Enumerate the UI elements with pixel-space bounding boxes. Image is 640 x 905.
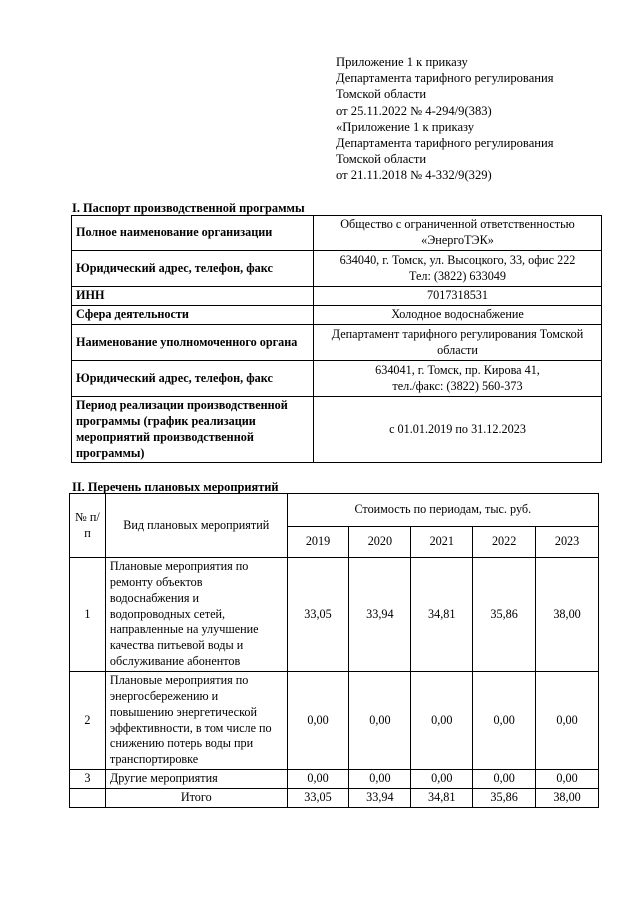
table-row xyxy=(70,672,599,770)
cost-cell: 0,00 xyxy=(349,672,411,770)
row-number: 3 xyxy=(70,770,106,789)
year-header: 2021 xyxy=(411,527,473,558)
measure-name: Плановые мероприятия по ремонту объектов водоснабжения и водопроводных сетей, направленные на улучшение качества питьевой воды и обслуживание абонентов xyxy=(105,558,287,672)
total-cell: 34,81 xyxy=(411,789,473,808)
cost-cell: 0,00 xyxy=(411,770,473,789)
passport-label: Полное наименование организации xyxy=(72,216,314,251)
total-cell: 35,86 xyxy=(473,789,536,808)
value-line: 634040, г. Томск, ул. Высоцкого, 33, офис 222 xyxy=(339,252,576,267)
table-header-row xyxy=(70,494,599,527)
value-line: Департамент тарифного регулирования Томской xyxy=(331,326,584,341)
passport-label: Период реализации производственной программы (график реализации мероприятий производственной программы) xyxy=(72,397,314,463)
measure-name: Плановые мероприятия по энергосбережению и повышению энергетической эффективности, в том числе по снижению потерь воды при транспортировке xyxy=(105,672,287,770)
passport-label: Сфера деятельности xyxy=(72,306,314,325)
value-line: Общество с ограниченной ответственностью xyxy=(340,217,575,232)
table-row xyxy=(72,251,602,287)
header-line: Приложение 1 к приказу xyxy=(336,55,468,69)
passport-value: с 01.01.2019 по 31.12.2023 xyxy=(314,397,602,463)
passport-value xyxy=(314,251,602,287)
cost-cell: 0,00 xyxy=(536,672,599,770)
cost-cell: 0,00 xyxy=(536,770,599,789)
column-header-cost: Стоимость по периодам, тыс. руб. xyxy=(287,494,598,527)
year-header: 2023 xyxy=(536,527,599,558)
row-number: 1 xyxy=(70,558,106,672)
header-line: «Приложение 1 к приказу xyxy=(336,119,475,134)
table-row xyxy=(70,770,599,789)
measure-name: Другие мероприятия xyxy=(105,770,287,789)
planned-measures-table xyxy=(69,493,599,808)
table-row xyxy=(72,397,602,463)
total-label: Итого xyxy=(105,789,287,808)
header-line: Томской области xyxy=(336,87,427,102)
passport-value: Холодное водоснабжение xyxy=(314,306,602,325)
table-row xyxy=(72,287,602,306)
passport-value xyxy=(314,325,602,361)
table-row xyxy=(72,306,602,325)
value-line: Тел: (3822) 633049 xyxy=(408,268,506,283)
cost-cell: 38,00 xyxy=(536,558,599,672)
passport-label: Юридический адрес, телефон, факс xyxy=(72,251,314,287)
total-cell: 33,94 xyxy=(349,789,411,808)
header-line: от 21.11.2018 № 4-332/9(329) xyxy=(336,168,492,183)
total-row xyxy=(70,789,599,808)
value-line: области xyxy=(437,342,478,357)
cost-cell: 0,00 xyxy=(287,672,349,770)
cost-cell: 33,05 xyxy=(287,558,349,672)
cost-cell: 0,00 xyxy=(349,770,411,789)
passport-value xyxy=(314,216,602,251)
cost-cell: 0,00 xyxy=(473,770,536,789)
header-line: Департамента тарифного регулирования xyxy=(336,71,554,86)
header-line: от 25.11.2022 № 4-294/9(383) xyxy=(336,103,492,118)
year-header: 2022 xyxy=(473,527,536,558)
value-line: 634041, г. Томск, пр. Кирова 41, xyxy=(375,362,540,377)
section-passport-title: I. Паспорт производственной программы xyxy=(72,201,305,215)
cost-cell: 0,00 xyxy=(473,672,536,770)
passport-table xyxy=(71,215,602,463)
cost-cell: 35,86 xyxy=(473,558,536,672)
cost-cell: 33,94 xyxy=(349,558,411,672)
cost-cell: 34,81 xyxy=(411,558,473,672)
passport-label: Наименование уполномоченного органа xyxy=(72,325,314,361)
empty-cell xyxy=(70,789,106,808)
passport-label: ИНН xyxy=(72,287,314,306)
total-cell: 38,00 xyxy=(536,789,599,808)
table-row xyxy=(72,216,602,251)
table-row xyxy=(72,325,602,361)
column-header-type: Вид плановых мероприятий xyxy=(105,494,287,558)
table-row xyxy=(72,361,602,397)
passport-value xyxy=(314,361,602,397)
year-header: 2020 xyxy=(349,527,411,558)
table-row xyxy=(70,558,599,672)
cost-cell: 0,00 xyxy=(411,672,473,770)
total-cell: 33,05 xyxy=(287,789,349,808)
order-appendix-header xyxy=(336,54,626,184)
passport-value: 7017318531 xyxy=(314,287,602,306)
value-line: «ЭнергоТЭК» xyxy=(421,233,494,247)
year-header: 2019 xyxy=(287,527,349,558)
cost-cell: 0,00 xyxy=(287,770,349,789)
passport-label: Юридический адрес, телефон, факс xyxy=(72,361,314,397)
header-line: Департамента тарифного регулирования xyxy=(336,136,554,151)
value-line: тел./факс: (3822) 560-373 xyxy=(392,378,523,393)
header-line: Томской области xyxy=(336,152,427,167)
column-header-number: № п/п xyxy=(70,494,106,558)
row-number: 2 xyxy=(70,672,106,770)
section-plan-title: II. Перечень плановых мероприятий xyxy=(72,480,279,494)
